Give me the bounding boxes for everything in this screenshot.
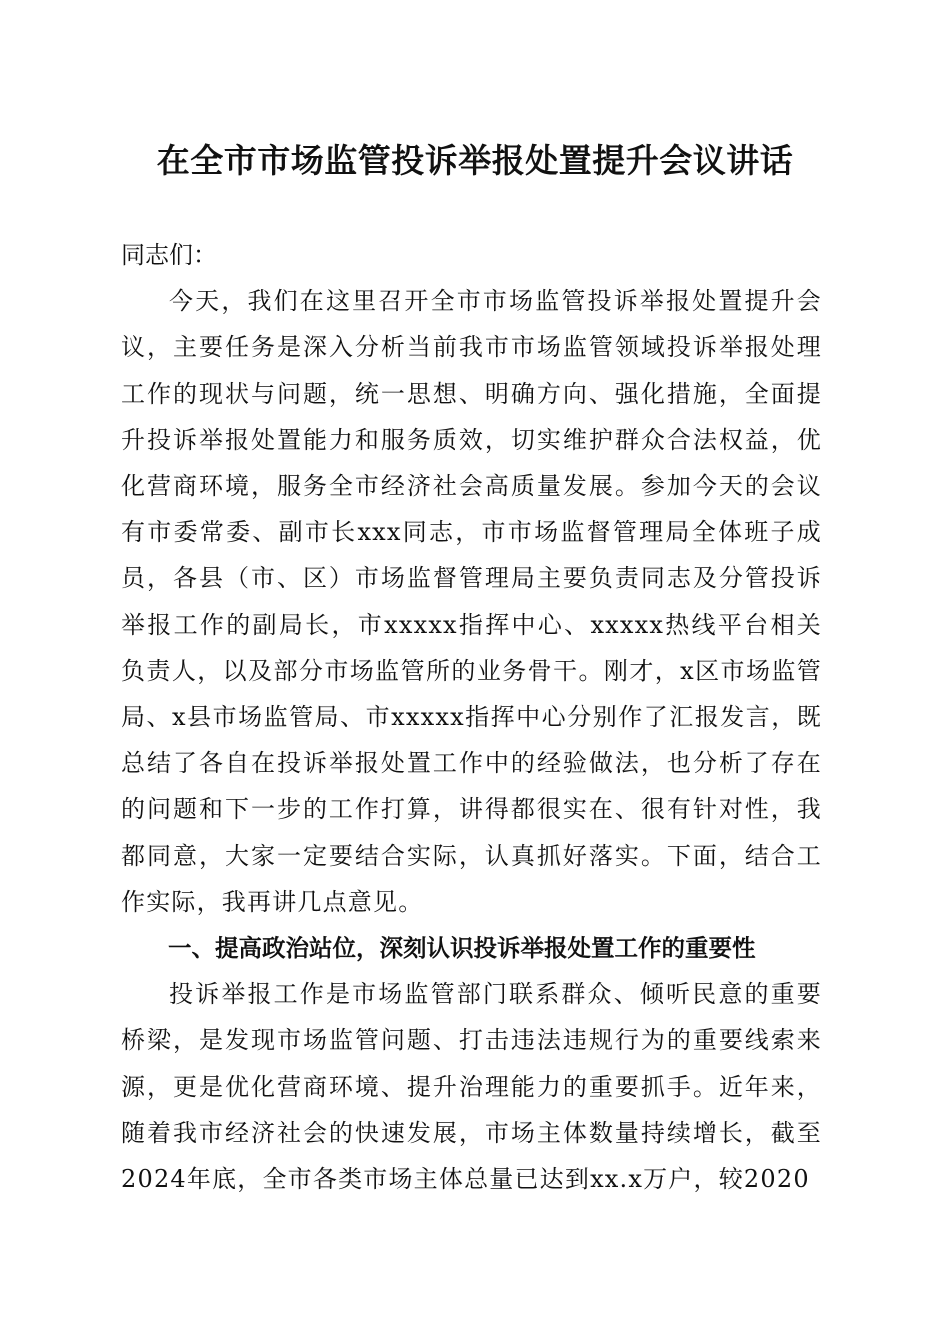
section-paragraph: 投诉举报工作是市场监管部门联系群众、倾听民意的重要桥梁，是发现市场监管问题、打击违法违规行为的重要线索来源，更是优化营商环境、提升治理能力的重要抓手。近年来，随着我市经济社会的快速发展，市场主体数量持续增长，截至2024年底，全市各类市场主体总量已达到xx.x万户，较2020 (121, 980, 822, 1194)
document-body (121, 232, 822, 1202)
section-heading: 一、提高政治站位，深刻认识投诉举报处置工作的重要性 (168, 934, 756, 963)
opening-paragraph: 今天，我们在这里召开全市市场监管投诉举报处置提升会议，主要任务是深入分析当前我市市场监管领域投诉举报处理工作的现状与问题，统一思想、明确方向、强化措施，全面提升投诉举报处置能力和服务质效，切实维护群众合法权益，优化营商环境，服务全市经济社会高质量发展。参加今天的会议有市委常委、副市长xxx同志，市市场监督管理局全体班子成员，各县（市、区）市场监督管理局主要负责同志及分管投诉举报工作的副局长，市xxxxx指挥中心、xxxxx热线平台相关负责人，以及部分市场监管所的业务骨干。刚才，x区市场监管局、x县市场监管局、市xxxxx指挥中心分别作了汇报发言，既总结了各自在投诉举报处置工作中的经验做法，也分析了存在的问题和下一步的工作打算，讲得都很实在、很有针对性，我都同意，大家一定要结合实际，认真抓好落实。下面，结合工作实际，我再讲几点意见。 (121, 287, 822, 916)
salutation: 同志们： (121, 241, 217, 269)
document-title: 在全市市场监管投诉举报处置提升会议讲话 (156, 141, 794, 180)
